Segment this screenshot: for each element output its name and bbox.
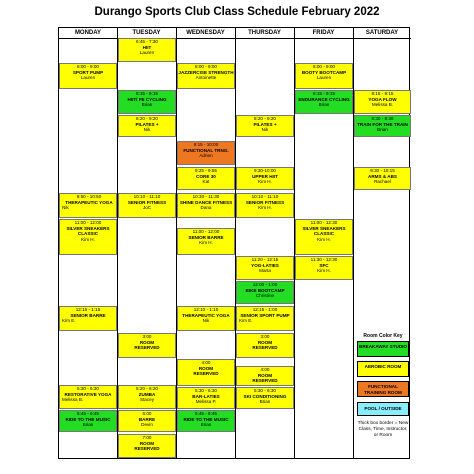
class-instructor: Nik <box>62 205 69 211</box>
class-time: 8:20 - 9:20 <box>136 116 158 121</box>
class-name: BARRE <box>138 416 156 422</box>
class-name: PILATES + <box>253 121 277 127</box>
class-instructor: Antoinette <box>195 75 217 81</box>
key-aerobic-room <box>357 361 409 377</box>
class-name: SENIOR BARRE <box>188 234 224 240</box>
class-name: ROOM <box>139 440 155 446</box>
class-name: ARMS & ABS <box>368 173 397 179</box>
class-time: 3:00 <box>260 334 270 339</box>
class-name: RIDE TO THE MUSIC <box>183 416 229 422</box>
class-block[interactable] <box>177 228 235 255</box>
class-instructor: Nik <box>202 318 210 324</box>
class-name: ROOM <box>257 339 273 345</box>
class-block[interactable] <box>59 219 117 255</box>
class-time: 12:15 - 1:00 <box>252 307 278 312</box>
class-block[interactable] <box>118 115 176 137</box>
class-time: 11:00 - 12:30 <box>310 220 338 225</box>
key-label: POOL / OUTSIDE <box>364 406 402 411</box>
room-color-key-title: Room Color Key <box>363 333 403 339</box>
class-block[interactable] <box>177 193 235 218</box>
class-instructor: Marta <box>259 268 271 274</box>
class-time: 4:00 <box>201 360 211 365</box>
class-time: 5:30 - 6:30 <box>195 388 217 393</box>
header-monday: MONDAY <box>59 28 117 39</box>
class-block[interactable] <box>177 167 235 190</box>
class-block[interactable] <box>177 306 235 331</box>
class-block[interactable] <box>59 385 117 409</box>
class-name: ROOM <box>139 339 155 345</box>
class-instructor: Brian <box>200 422 212 428</box>
class-name: YOGA FLOW <box>368 96 397 102</box>
class-instructor: Kim H. <box>81 236 95 242</box>
class-time: 12:00 - 1:00 <box>252 282 278 287</box>
class-block[interactable] <box>118 90 176 114</box>
class-instructor: Kat <box>202 179 210 185</box>
key-label: BREAKAWAY STUDIO <box>359 344 407 349</box>
class-name: TRAIN FOR THE TRAIN <box>357 121 408 127</box>
class-name: YOG-LATIES <box>251 262 279 268</box>
class-name: RIDE TO THE MUSIC <box>65 416 111 422</box>
class-name: SKI CONDITIONING <box>243 393 287 399</box>
class-block[interactable] <box>177 359 235 386</box>
class-instructor: Melissa P. <box>195 399 217 405</box>
class-time: 9:50 - 10:50 <box>76 194 102 199</box>
class-instructor: Nik <box>143 127 151 133</box>
class-block[interactable] <box>177 63 235 89</box>
class-block[interactable] <box>236 366 294 386</box>
class-name: SHINE DANCE FITNESS <box>179 199 233 205</box>
header-thursday: THURSDAY <box>235 28 294 39</box>
class-name: RESTORATIVE YOGA <box>64 391 112 397</box>
class-instructor: Brian <box>141 102 153 108</box>
class-instructor: Brian <box>318 102 330 108</box>
class-block[interactable] <box>236 387 294 409</box>
class-time: 8:15 - 9:15 <box>371 91 394 96</box>
class-name: SENIOR FITNESS <box>245 199 285 205</box>
class-time: 9:30-10:00 <box>254 168 276 173</box>
class-instructor: RESERVED <box>193 371 219 377</box>
key-pool-outside <box>357 402 409 416</box>
class-instructor: Lauren <box>139 50 155 56</box>
class-time: 8:15 - 9:15 <box>136 91 158 96</box>
class-block[interactable] <box>118 410 176 432</box>
class-instructor: Brian <box>377 127 388 133</box>
class-time: 5:30 - 6:30 <box>77 386 99 391</box>
class-instructor: RESERVED <box>252 345 278 351</box>
class-block[interactable] <box>236 115 294 137</box>
class-block[interactable] <box>118 38 176 62</box>
class-name: CORE 30 <box>196 173 216 179</box>
class-instructor: Nik <box>261 127 269 133</box>
class-instructor: Lauren <box>80 75 96 81</box>
class-instructor: Dana <box>200 205 212 211</box>
class-name: BAR-LATIES <box>192 393 220 399</box>
class-name: FUNCTIONAL TRNG. <box>183 147 229 153</box>
class-name: SILVER SNEAKERS CLASSIC <box>302 225 346 237</box>
class-block[interactable] <box>59 63 117 89</box>
class-block[interactable] <box>295 90 353 114</box>
class-instructor: RESERVED <box>134 345 160 351</box>
class-block[interactable] <box>354 167 411 190</box>
key-breakaway-studio <box>357 341 409 357</box>
class-time: 11:00 - 12:00 <box>74 220 102 225</box>
class-instructor: RESERVED <box>252 378 278 384</box>
class-time: 7:00 <box>142 435 152 440</box>
class-instructor: JoC <box>142 205 152 211</box>
key-label: FUNCTIONAL TRAINING ROOM <box>364 384 402 395</box>
class-block[interactable] <box>59 410 117 432</box>
class-block[interactable] <box>236 193 294 218</box>
header-tuesday: TUESDAY <box>117 28 176 39</box>
class-instructor: Melissa B. <box>62 397 84 403</box>
class-time: 8:00 - 9:00 <box>77 64 99 69</box>
class-time: 6:45 - 7:30 <box>136 39 158 44</box>
class-instructor: Kim E. <box>62 318 76 324</box>
class-time: 8:30 - 9:30 <box>371 116 394 121</box>
class-time: 4:00 <box>260 367 270 372</box>
class-name: BIKE BOOTCAMP <box>245 287 285 293</box>
class-name: BOOTY BOOTCAMP <box>301 69 347 75</box>
class-block[interactable] <box>118 193 176 218</box>
class-instructor: RESERVED <box>134 446 160 452</box>
class-time: 9:25 - 9:55 <box>195 168 217 173</box>
class-block[interactable] <box>295 63 353 89</box>
class-name: PILATES + <box>135 121 159 127</box>
class-name: SENIOR SPORT PUMP <box>240 312 290 318</box>
class-block[interactable] <box>177 387 235 409</box>
class-time: 11:30 - 12:30 <box>310 257 338 262</box>
class-time: 8:00 - 9:00 <box>195 64 217 69</box>
header-saturday: SATURDAY <box>353 28 411 39</box>
class-time: 8:00 - 9:00 <box>313 64 335 69</box>
class-time: 5:45 - 6:45 <box>77 411 99 416</box>
class-instructor: Brian <box>82 422 94 428</box>
class-instructor: Kim H. <box>317 268 331 274</box>
class-time: 5:30 - 6:30 <box>254 388 276 393</box>
class-name: SILVER SNEAKERS CLASSIC <box>66 225 110 237</box>
class-block[interactable] <box>354 115 411 137</box>
class-time: 3:00 <box>142 334 152 339</box>
class-time: 11:20 - 12:15 <box>251 257 279 262</box>
class-block[interactable] <box>177 141 235 165</box>
class-time: 10:10 - 11:10 <box>133 194 161 199</box>
key-label: AEROBIC ROOM <box>364 364 402 369</box>
class-block[interactable] <box>118 385 176 409</box>
class-instructor: Rachael <box>374 179 391 185</box>
class-time: 11:00 - 12:00 <box>192 229 220 234</box>
class-block[interactable] <box>236 281 294 304</box>
class-block[interactable] <box>236 167 294 190</box>
class-instructor: Melissa B. <box>371 102 394 108</box>
class-time: 12:10 - 1:10 <box>193 307 219 312</box>
class-time: 5:20 - 6:20 <box>136 386 158 391</box>
class-instructor: Kim H. <box>317 236 331 242</box>
class-name: UPPER HIIT <box>252 173 278 179</box>
class-name: ROOM <box>198 365 214 371</box>
key-functional-training-room <box>357 381 409 397</box>
class-name: ZUMBA <box>138 391 156 397</box>
class-block[interactable] <box>295 256 353 280</box>
class-time: 8:15 - 9:15 <box>313 91 335 96</box>
class-name: THERAPEUTIC YOGA <box>65 199 113 205</box>
class-time: 10:10 - 11:10 <box>251 194 279 199</box>
schedule-grid <box>58 27 410 459</box>
class-block[interactable] <box>59 193 117 218</box>
class-name: SENIOR BARRE <box>70 312 106 318</box>
class-block[interactable] <box>177 410 235 432</box>
class-instructor: Kim H. <box>199 240 213 246</box>
class-instructor: Christine <box>255 293 275 299</box>
header-wednesday: WEDNESDAY <box>176 28 235 39</box>
class-instructor: Kim H. <box>258 179 272 185</box>
class-instructor: Kim E. <box>239 318 253 324</box>
class-name: SFC <box>319 262 329 268</box>
class-name: SPORT PUMP <box>72 69 104 75</box>
class-name: HIIT <box>142 44 152 50</box>
class-time: 5:45 - 6:45 <box>195 411 217 416</box>
class-instructor: Brian <box>259 399 271 405</box>
class-time: 8:20 - 9:20 <box>254 116 276 121</box>
class-name: ENDURANCE CYCLING <box>298 96 350 102</box>
class-block[interactable] <box>118 434 176 458</box>
class-block[interactable] <box>236 306 294 331</box>
class-block[interactable] <box>354 90 411 114</box>
class-block[interactable] <box>236 333 294 358</box>
class-name: ROOM <box>257 372 273 378</box>
key-note: Thick box border = New Class, Time, Instructor, or Room <box>357 421 409 438</box>
class-instructor: Devin <box>141 422 153 428</box>
class-name: HIIT/ FE CYCLING <box>127 96 167 102</box>
class-time: 10:30 - 11:30 <box>192 194 220 199</box>
class-instructor: Stacey <box>139 397 155 403</box>
class-time: 12:15 - 1:15 <box>75 307 101 312</box>
page-title: Durango Sports Club Class Schedule February 2022 <box>94 6 380 18</box>
class-instructor: Lauren <box>316 75 332 81</box>
class-name: THERAPEUTIC YOGA <box>182 312 230 318</box>
class-time: 9:15 - 10:00 <box>193 142 219 147</box>
class-block[interactable] <box>295 219 353 255</box>
class-name: JAZZERCISE STRENGTH <box>178 69 234 75</box>
class-time: 6:00 <box>142 411 152 416</box>
class-block[interactable] <box>236 256 294 280</box>
class-time: 9:30 - 10:15 <box>370 168 395 173</box>
class-instructor: Adrien <box>199 153 213 159</box>
class-block[interactable] <box>59 306 117 331</box>
class-name: SENIOR FITNESS <box>127 199 167 205</box>
class-block[interactable] <box>118 333 176 358</box>
header-friday: FRIDAY <box>294 28 353 39</box>
class-instructor: Kim H. <box>258 205 272 211</box>
